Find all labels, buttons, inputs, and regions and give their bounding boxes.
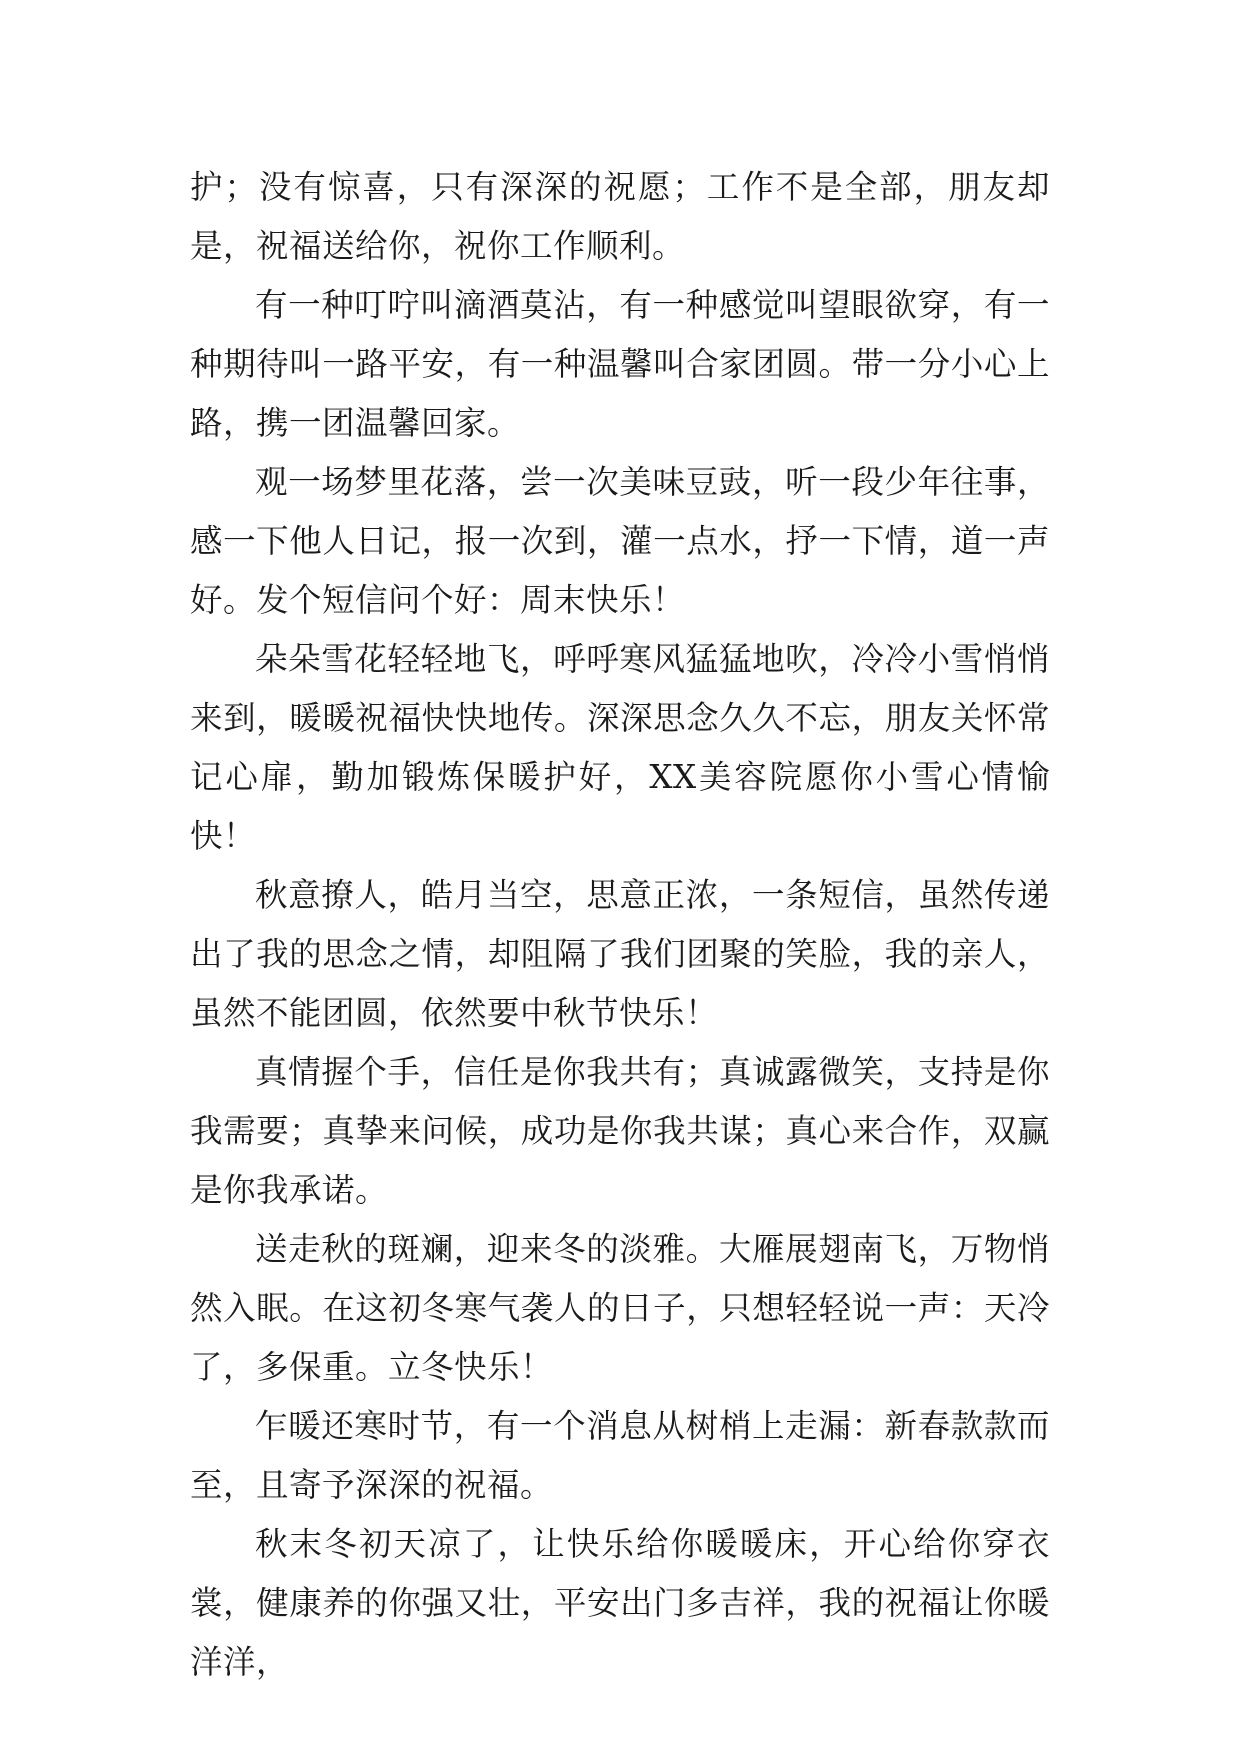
paragraph-5: 秋意撩人，皓月当空，思意正浓，一条短信，虽然传递出了我的思念之情，却阻隔了我们团聚的笑脸，我的亲人，虽然不能团圆，依然要中秋节快乐！ (190, 876, 1050, 1032)
paragraph-6: 真情握个手，信任是你我共有；真诚露微笑，支持是你我需要；真挚来问候，成功是你我共谋；真心来合作，双赢是你我承诺。 (190, 1053, 1050, 1209)
paragraph-2: 有一种叮咛叫滴酒莫沾，有一种感觉叫望眼欲穿，有一种期待叫一路平安，有一种温馨叫合家团圆。带一分小心上路，携一团温馨回家。 (190, 286, 1050, 442)
paragraph-4: 朵朵雪花轻轻地飞，呼呼寒风猛猛地吹，冷冷小雪悄悄来到，暖暖祝福快快地传。深深思念久久不忘，朋友关怀常记心扉，勤加锻炼保暖护好，XX美容院愿你小雪心情愉快！ (190, 640, 1050, 855)
paragraph-1: 护；没有惊喜，只有深深的祝愿；工作不是全部，朋友却是，祝福送给你，祝你工作顺利。 (190, 168, 1050, 265)
paragraph-7: 送走秋的斑斓，迎来冬的淡雅。大雁展翅南飞，万物悄然入眠。在这初冬寒气袭人的日子，只想轻轻说一声：天冷了，多保重。立冬快乐！ (190, 1230, 1050, 1386)
paragraph-3: 观一场梦里花落，尝一次美味豆豉，听一段少年往事，感一下他人日记，报一次到，灌一点水，抒一下情，道一声好。发个短信问个好：周末快乐！ (190, 463, 1050, 619)
paragraph-8: 乍暖还寒时节，有一个消息从树梢上走漏：新春款款而至，且寄予深深的祝福。 (190, 1407, 1050, 1504)
document-body (190, 158, 1050, 1692)
paragraph-9: 秋末冬初天凉了，让快乐给你暖暖床，开心给你穿衣裳，健康养的你强又壮，平安出门多吉祥，我的祝福让你暖洋洋， (190, 1525, 1050, 1681)
